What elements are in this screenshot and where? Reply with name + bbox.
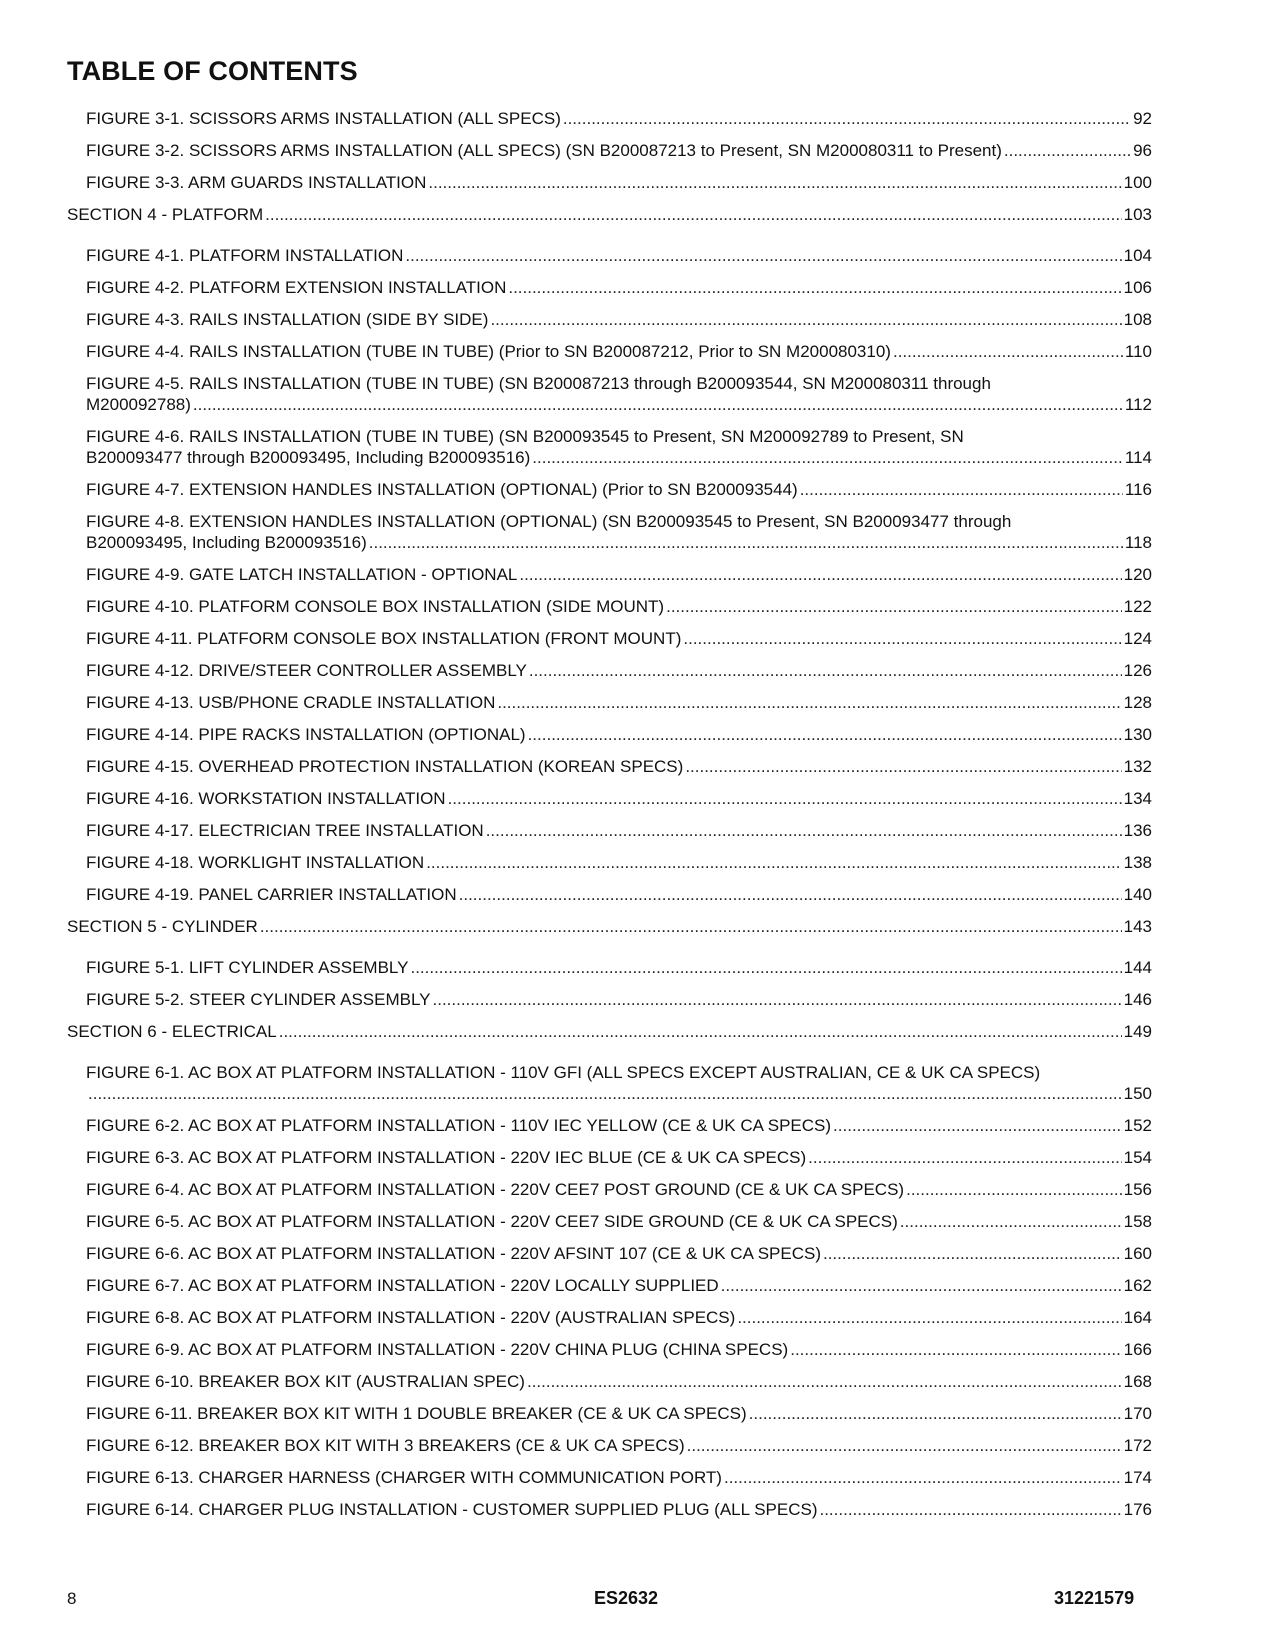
dot-leader xyxy=(823,1243,1122,1264)
toc-figure-entry[interactable] xyxy=(67,341,1152,362)
dot-leader xyxy=(687,1435,1122,1456)
toc-figure-entry[interactable] xyxy=(67,820,1152,841)
dot-leader xyxy=(685,756,1121,777)
entry-page-number: 116 xyxy=(1124,480,1152,499)
entry-page-number: 168 xyxy=(1123,1372,1152,1391)
entry-title: FIGURE 4-17. ELECTRICIAN TREE INSTALLATION xyxy=(86,821,484,840)
entry-title: FIGURE 4-19. PANEL CARRIER INSTALLATION xyxy=(86,885,457,904)
entry-title: FIGURE 6-2. AC BOX AT PLATFORM INSTALLATION - 110V IEC YELLOW (CE & UK CA SPECS) xyxy=(86,1116,832,1135)
entry-title: FIGURE 4-12. DRIVE/STEER CONTROLLER ASSEMBLY xyxy=(86,661,527,680)
entry-title: SECTION 6 - ELECTRICAL xyxy=(67,1022,277,1041)
toc-figure-entry[interactable] xyxy=(67,172,1152,193)
toc-figure-entry[interactable] xyxy=(67,788,1152,809)
entry-page-number: 176 xyxy=(1123,1500,1152,1519)
entry-title: FIGURE 6-10. BREAKER BOX KIT (AUSTRALIAN SPEC) xyxy=(86,1372,525,1391)
toc-figure-entry[interactable] xyxy=(67,724,1152,745)
entry-title: FIGURE 4-14. PIPE RACKS INSTALLATION (OPTIONAL) xyxy=(86,725,526,744)
entry-title: FIGURE 4-7. EXTENSION HANDLES INSTALLATION (OPTIONAL) (Prior to SN B200093544) xyxy=(86,480,798,499)
dot-leader xyxy=(519,564,1121,585)
toc-figure-entry[interactable] xyxy=(67,756,1152,777)
entry-title-line1: FIGURE 4-5. RAILS INSTALLATION (TUBE IN TUBE) (SN B200087213 through B200093544, SN M200080311 through xyxy=(86,374,991,393)
entry-title: FIGURE 4-4. RAILS INSTALLATION (TUBE IN TUBE) (Prior to SN B200087212, Prior to SN M200080310) xyxy=(86,342,891,361)
entry-page-number: 149 xyxy=(1123,1022,1152,1041)
dot-leader xyxy=(819,1499,1121,1520)
footer-model: ES2632 xyxy=(594,1588,659,1608)
entry-page-number: 106 xyxy=(1123,278,1152,297)
dot-leader xyxy=(737,1307,1121,1328)
entry-title: FIGURE 5-2. STEER CYLINDER ASSEMBLY xyxy=(86,990,431,1009)
dot-leader xyxy=(279,1021,1122,1042)
toc-figure-entry[interactable] xyxy=(67,277,1152,298)
entry-title: FIGURE 4-16. WORKSTATION INSTALLATION xyxy=(86,789,446,808)
toc-figure-entry[interactable] xyxy=(67,1211,1152,1232)
dot-leader xyxy=(508,277,1121,298)
entry-page-number: 162 xyxy=(1123,1276,1152,1295)
dot-leader xyxy=(724,1467,1122,1488)
dot-leader xyxy=(490,309,1121,330)
toc-figure-entry[interactable] xyxy=(67,596,1152,617)
dot-leader xyxy=(893,341,1123,362)
entry-page-number: 140 xyxy=(1123,885,1152,904)
toc-figure-entry[interactable] xyxy=(67,852,1152,873)
entry-page-number: 120 xyxy=(1123,565,1152,584)
entry-title: FIGURE 5-1. LIFT CYLINDER ASSEMBLY xyxy=(86,958,409,977)
toc-figure-entry[interactable] xyxy=(67,884,1152,905)
entry-title: FIGURE 6-3. AC BOX AT PLATFORM INSTALLATION - 220V IEC BLUE (CE & UK CA SPECS) xyxy=(86,1148,807,1167)
toc-figure-entry[interactable] xyxy=(67,245,1152,266)
entry-page-number: 132 xyxy=(1123,757,1152,776)
entry-title: FIGURE 3-3. ARM GUARDS INSTALLATION xyxy=(86,173,427,192)
dot-leader xyxy=(529,660,1122,681)
dot-leader xyxy=(906,1179,1122,1200)
entry-title: FIGURE 6-4. AC BOX AT PLATFORM INSTALLATION - 220V CEE7 POST GROUND (CE & UK CA SPECS) xyxy=(86,1180,905,1199)
toc-section-entry[interactable] xyxy=(67,1021,1152,1042)
toc-figure-entry[interactable] xyxy=(67,1339,1152,1360)
entry-page-number: 128 xyxy=(1123,693,1152,712)
entry-page-number: 134 xyxy=(1123,789,1152,808)
entry-page-number: 112 xyxy=(1124,395,1152,414)
toc-figure-entry[interactable] xyxy=(67,426,1152,468)
entry-title: SECTION 5 - CYLINDER xyxy=(67,917,258,936)
entry-page-number: 126 xyxy=(1123,661,1152,680)
entry-title: FIGURE 4-1. PLATFORM INSTALLATION xyxy=(86,246,404,265)
dot-leader xyxy=(486,820,1122,841)
entry-page-number: 138 xyxy=(1123,853,1152,872)
toc-figure-entry[interactable] xyxy=(67,1435,1152,1456)
dot-leader xyxy=(683,628,1121,649)
dot-leader xyxy=(800,479,1123,500)
entry-page-number: 103 xyxy=(1123,205,1152,224)
toc-figure-entry[interactable] xyxy=(67,628,1152,649)
toc-list xyxy=(67,108,1152,1531)
entry-page-number: 152 xyxy=(1123,1116,1152,1135)
toc-figure-entry[interactable] xyxy=(67,1499,1152,1520)
entry-page-number: 164 xyxy=(1123,1308,1152,1327)
dot-leader xyxy=(532,447,1123,468)
page-title: TABLE OF CONTENTS xyxy=(67,56,358,86)
toc-figure-entry[interactable] xyxy=(67,1371,1152,1392)
entry-page-number: 100 xyxy=(1123,173,1152,192)
entry-title: FIGURE 6-13. CHARGER HARNESS (CHARGER WITH COMMUNICATION PORT) xyxy=(86,1468,722,1487)
dot-leader xyxy=(1004,140,1131,161)
entry-title: B200093495, Including B200093516) xyxy=(86,533,367,552)
entry-title: FIGURE 4-13. USB/PHONE CRADLE INSTALLATION xyxy=(86,693,496,712)
toc-figure-entry[interactable] xyxy=(67,660,1152,681)
dot-leader xyxy=(749,1403,1122,1424)
dot-leader xyxy=(666,596,1122,617)
footer-part-number: 31221579 xyxy=(1054,1588,1135,1608)
entry-page-number: 170 xyxy=(1123,1404,1152,1423)
entry-page-number: 110 xyxy=(1124,342,1152,361)
entry-title: FIGURE 4-11. PLATFORM CONSOLE BOX INSTALLATION (FRONT MOUNT) xyxy=(86,629,682,648)
entry-page-number: 156 xyxy=(1123,1180,1152,1199)
entry-title-line1: FIGURE 4-6. RAILS INSTALLATION (TUBE IN TUBE) (SN B200093545 to Present, SN M200092789 to Present, SN xyxy=(86,427,964,446)
dot-leader xyxy=(369,532,1123,553)
dot-leader xyxy=(808,1147,1121,1168)
dot-leader xyxy=(528,724,1122,745)
entry-page-number: 108 xyxy=(1123,310,1152,329)
entry-title: FIGURE 6-14. CHARGER PLUG INSTALLATION - CUSTOMER SUPPLIED PLUG (ALL SPECS) xyxy=(86,1500,818,1519)
entry-title: FIGURE 6-7. AC BOX AT PLATFORM INSTALLATION - 220V LOCALLY SUPPLIED xyxy=(86,1276,719,1295)
entry-page-number: 104 xyxy=(1123,246,1152,265)
entry-page-number: 122 xyxy=(1123,597,1152,616)
dot-leader xyxy=(410,957,1121,978)
entry-title: FIGURE 4-2. PLATFORM EXTENSION INSTALLATION xyxy=(86,278,507,297)
dot-leader xyxy=(527,1371,1122,1392)
entry-title: FIGURE 3-2. SCISSORS ARMS INSTALLATION (ALL SPECS) (SN B200087213 to Present, SN M200080311 to Present) xyxy=(86,141,1002,160)
entry-title: FIGURE 6-12. BREAKER BOX KIT WITH 3 BREAKERS (CE & UK CA SPECS) xyxy=(86,1436,685,1455)
toc-figure-entry[interactable] xyxy=(67,373,1152,415)
entry-title-line1: FIGURE 4-8. EXTENSION HANDLES INSTALLATION (OPTIONAL) (SN B200093545 to Present, SN B200093477 through xyxy=(86,512,1012,531)
toc-figure-entry[interactable] xyxy=(67,309,1152,330)
entry-title: FIGURE 4-10. PLATFORM CONSOLE BOX INSTALLATION (SIDE MOUNT) xyxy=(86,597,665,616)
entry-title: SECTION 4 - PLATFORM xyxy=(67,205,264,224)
dot-leader xyxy=(459,884,1122,905)
dot-leader xyxy=(265,204,1121,225)
dot-leader xyxy=(721,1275,1122,1296)
dot-leader xyxy=(790,1339,1121,1360)
dot-leader xyxy=(426,852,1121,873)
footer-page-number: 8 xyxy=(67,1589,77,1608)
entry-title-line1: FIGURE 6-1. AC BOX AT PLATFORM INSTALLATION - 110V GFI (ALL SPECS EXCEPT AUSTRALIAN, CE & UK CA SPECS) xyxy=(86,1063,1041,1082)
toc-figure-entry[interactable] xyxy=(67,479,1152,500)
dot-leader xyxy=(433,989,1122,1010)
toc-figure-entry[interactable] xyxy=(67,1179,1152,1200)
entry-title: FIGURE 6-9. AC BOX AT PLATFORM INSTALLATION - 220V CHINA PLUG (CHINA SPECS) xyxy=(86,1340,789,1359)
entry-page-number: 146 xyxy=(1123,990,1152,1009)
toc-figure-entry[interactable] xyxy=(67,692,1152,713)
entry-page-number: 124 xyxy=(1123,629,1152,648)
entry-title: FIGURE 4-18. WORKLIGHT INSTALLATION xyxy=(86,853,425,872)
toc-figure-entry[interactable] xyxy=(67,989,1152,1010)
dot-leader xyxy=(833,1115,1122,1136)
toc-section-entry[interactable] xyxy=(67,204,1152,225)
toc-figure-entry[interactable] xyxy=(67,1403,1152,1424)
dot-leader xyxy=(405,245,1121,266)
entry-title: FIGURE 6-8. AC BOX AT PLATFORM INSTALLATION - 220V (AUSTRALIAN SPECS) xyxy=(86,1308,736,1327)
entry-title: FIGURE 6-6. AC BOX AT PLATFORM INSTALLATION - 220V AFSINT 107 (CE & UK CA SPECS) xyxy=(86,1244,821,1263)
entry-page-number: 92 xyxy=(1133,109,1152,128)
toc-figure-entry[interactable] xyxy=(67,1467,1152,1488)
entry-title: FIGURE 3-1. SCISSORS ARMS INSTALLATION (ALL SPECS) xyxy=(86,109,561,128)
toc-figure-entry[interactable] xyxy=(67,1115,1152,1136)
entry-page-number: 172 xyxy=(1123,1436,1152,1455)
entry-title: FIGURE 4-3. RAILS INSTALLATION (SIDE BY SIDE) xyxy=(86,310,489,329)
dot-leader xyxy=(900,1211,1122,1232)
dot-leader xyxy=(260,916,1122,937)
toc-figure-entry[interactable] xyxy=(67,957,1152,978)
entry-page-number: 114 xyxy=(1124,448,1152,467)
entry-title: FIGURE 6-11. BREAKER BOX KIT WITH 1 DOUBLE BREAKER (CE & UK CA SPECS) xyxy=(86,1404,747,1423)
toc-figure-entry[interactable] xyxy=(67,1062,1152,1104)
toc-figure-entry[interactable] xyxy=(67,511,1152,553)
toc-figure-entry[interactable] xyxy=(67,108,1152,129)
entry-title: M200092788) xyxy=(86,395,191,414)
entry-page-number: 154 xyxy=(1123,1148,1152,1167)
toc-figure-entry[interactable] xyxy=(67,1243,1152,1264)
dot-leader xyxy=(448,788,1122,809)
entry-page-number: 144 xyxy=(1123,958,1152,977)
toc-figure-entry[interactable] xyxy=(67,1307,1152,1328)
entry-page-number: 158 xyxy=(1123,1212,1152,1231)
dot-leader xyxy=(193,394,1123,415)
dot-leader xyxy=(88,1083,1122,1104)
entry-title: FIGURE 4-9. GATE LATCH INSTALLATION - OPTIONAL xyxy=(86,565,518,584)
entry-page-number: 143 xyxy=(1123,917,1152,936)
entry-title: FIGURE 4-15. OVERHEAD PROTECTION INSTALLATION (KOREAN SPECS) xyxy=(86,757,684,776)
toc-section-entry[interactable] xyxy=(67,916,1152,937)
entry-page-number: 136 xyxy=(1123,821,1152,840)
entry-page-number: 130 xyxy=(1123,725,1152,744)
entry-title: B200093477 through B200093495, Including B200093516) xyxy=(86,448,531,467)
toc-figure-entry[interactable] xyxy=(67,564,1152,585)
entry-page-number: 166 xyxy=(1123,1340,1152,1359)
entry-title: FIGURE 6-5. AC BOX AT PLATFORM INSTALLATION - 220V CEE7 SIDE GROUND (CE & UK CA SPECS) xyxy=(86,1212,898,1231)
toc-figure-entry[interactable] xyxy=(67,140,1152,161)
dot-leader xyxy=(563,108,1131,129)
toc-figure-entry[interactable] xyxy=(67,1147,1152,1168)
toc-figure-entry[interactable] xyxy=(67,1275,1152,1296)
dot-leader xyxy=(497,692,1121,713)
dot-leader xyxy=(428,172,1121,193)
entry-page-number: 174 xyxy=(1123,1468,1152,1487)
entry-page-number: 160 xyxy=(1123,1244,1152,1263)
entry-page-number: 118 xyxy=(1124,533,1152,552)
entry-page-number: 150 xyxy=(1123,1084,1152,1103)
entry-page-number: 96 xyxy=(1133,141,1152,160)
